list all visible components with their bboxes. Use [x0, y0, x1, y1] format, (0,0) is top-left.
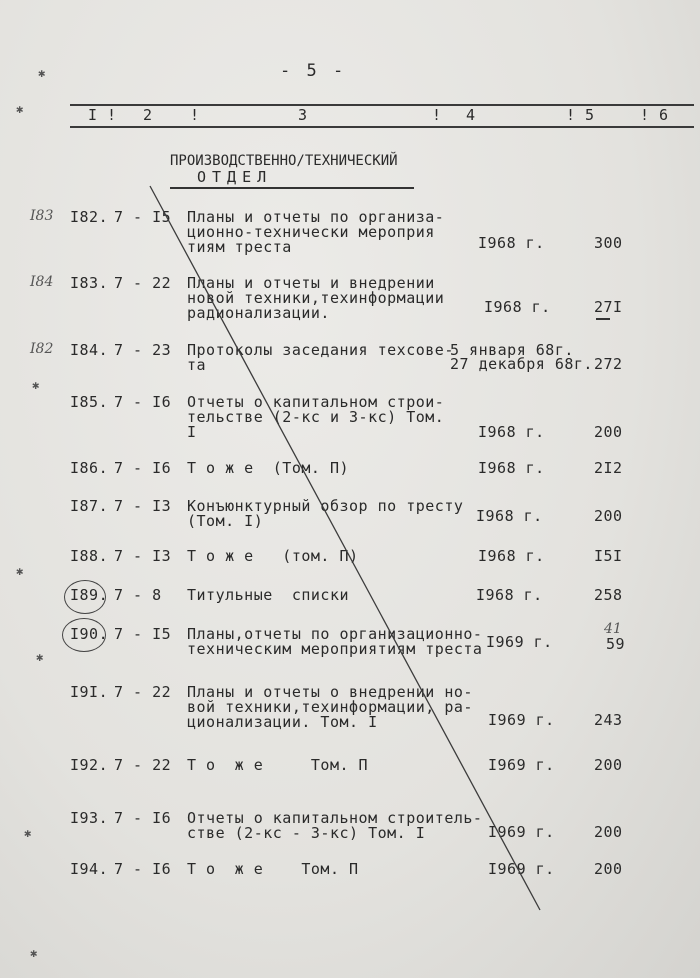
punch-hole-mark: ✱ [38, 66, 46, 80]
punch-hole-mark: ✱ [30, 946, 38, 960]
row-sheet-count: 59 [606, 635, 626, 653]
row-description-line: тиям треста [187, 238, 292, 256]
row-sheet-count: 300 [594, 234, 623, 252]
row-number: I86. [70, 459, 109, 477]
row-description-line: Т о ж е (том. П) [187, 547, 359, 565]
row-sheet-count: 200 [594, 860, 623, 878]
row-sheet-count: 27I [594, 298, 623, 316]
row-description-line: Титульные списки [187, 586, 350, 604]
row-code: 7 - 8 [114, 586, 162, 604]
row-date-end: 27 декабря 68г. [450, 355, 593, 373]
row-sheet-count: 243 [594, 711, 623, 729]
row-code: 7 - 23 [114, 341, 172, 359]
row-description-line: Т о ж е (Том. П) [187, 459, 350, 477]
row-date: I969 г. [486, 633, 553, 651]
row-number: I88. [70, 547, 109, 565]
row-number: I92. [70, 756, 109, 774]
row-code: 7 - I5 [114, 208, 172, 226]
row-description-line: Т о ж е Том. П [187, 756, 369, 774]
row-description-line: вой техники,техинформации, ра- [187, 698, 473, 716]
column-header-3-sep: ! [432, 106, 442, 124]
punch-hole-mark: ✱ [36, 650, 44, 664]
row-code: 7 - 22 [114, 274, 172, 292]
row-code: 7 - I3 [114, 497, 172, 515]
punch-hole-mark: ✱ [32, 378, 40, 392]
row-number: I90. [70, 625, 109, 643]
handwritten-margin-number: I84 [30, 274, 54, 290]
row-description-line: техническим мероприятиям треста [187, 640, 483, 658]
row-description-line: ционно-технически мероприя [187, 223, 435, 241]
row-sheet-count: 272 [594, 355, 623, 373]
row-number: I93. [70, 809, 109, 827]
page-number: - 5 - [280, 61, 347, 81]
row-description-line: Отчеты о капитальном строи- [187, 393, 445, 411]
row-date: I968 г. [484, 298, 551, 316]
row-description-line: Протоколы заседания техсове- [187, 341, 454, 359]
row-sheet-count: 258 [594, 586, 623, 604]
row-code: 7 - 22 [114, 756, 172, 774]
row-description-line: I [187, 423, 197, 441]
row-sheet-count: 200 [594, 507, 623, 525]
column-header-1: I ! [88, 106, 117, 124]
section-title: ПРОИЗВОДСТВЕННО/ТЕХНИЧЕСКИЙ [170, 153, 398, 169]
row-description-line: Планы и отчеты по организа- [187, 208, 445, 226]
row-code: 7 - I6 [114, 860, 172, 878]
row-date: I968 г. [478, 459, 545, 477]
row-description-line: Планы,отчеты по организационно- [187, 625, 483, 643]
row-code: 7 - 22 [114, 683, 172, 701]
row-code: 7 - I6 [114, 459, 172, 477]
row-code: 7 - I6 [114, 393, 172, 411]
row-sheet-count: 200 [594, 823, 623, 841]
row-sheet-count: 200 [594, 756, 623, 774]
row-date: I969 г. [488, 823, 555, 841]
row-date: I968 г. [478, 423, 545, 441]
column-header-5: ! 5 [566, 106, 595, 124]
section-subtitle: ОТДЕЛ [197, 168, 273, 186]
row-date: I969 г. [488, 860, 555, 878]
row-date: I969 г. [488, 711, 555, 729]
row-sheet-count: I5I [594, 547, 623, 565]
row-description-line: радионализации. [187, 304, 330, 322]
row-description-line: Т о ж е Том. П [187, 860, 359, 878]
row-description-line: стве (2-кс - 3-кс) Том. I [187, 824, 426, 842]
column-header-2: 2 [143, 106, 153, 124]
row-date: I968 г. [476, 507, 543, 525]
row-description-line: Конъюнктурный обзор по тресту [187, 497, 464, 515]
handwritten-margin-number: I83 [30, 208, 54, 224]
row-code: 7 - I6 [114, 809, 172, 827]
column-header-6: ! 6 [640, 106, 669, 124]
row-description-line: Планы и отчеты и внедрении [187, 274, 435, 292]
row-number: I84. [70, 341, 109, 359]
row-description-line: та [187, 356, 207, 374]
column-header-4: 4 [466, 106, 476, 124]
row-sheet-count: 200 [594, 423, 623, 441]
row-description-line: Планы и отчеты о внедрении но- [187, 683, 473, 701]
row-number: I89. [70, 586, 109, 604]
column-header-2-sep: ! [190, 106, 200, 124]
handwritten-correction: 41 [604, 621, 622, 637]
row-date: I969 г. [488, 756, 555, 774]
column-header-3: 3 [298, 106, 308, 124]
row-date: I968 г. [476, 586, 543, 604]
punch-hole-mark: ✱ [16, 102, 24, 116]
row-description-line: ционализации. Том. I [187, 713, 378, 731]
row-description-line: новой техники,техинформации [187, 289, 445, 307]
row-date: I968 г. [478, 234, 545, 252]
row-code: 7 - I3 [114, 547, 172, 565]
row-number: I87. [70, 497, 109, 515]
row-number: I85. [70, 393, 109, 411]
row-code: 7 - I5 [114, 625, 172, 643]
row-number: I82. [70, 208, 109, 226]
row-description-line: (Том. I) [187, 512, 264, 530]
punch-hole-mark: ✱ [16, 564, 24, 578]
row-number: I9I. [70, 683, 109, 701]
punch-hole-mark: ✱ [24, 826, 32, 840]
row-date: I968 г. [478, 547, 545, 565]
row-number: I83. [70, 274, 109, 292]
row-sheet-count: 2I2 [594, 459, 623, 477]
handwritten-margin-number: I82 [30, 341, 54, 357]
row-description-line: тельстве (2-кс и 3-кс) Том. [187, 408, 445, 426]
row-date: 5 января 68г. [450, 341, 574, 359]
row-number: I94. [70, 860, 109, 878]
row-description-line: Отчеты о капитальном строитель- [187, 809, 483, 827]
